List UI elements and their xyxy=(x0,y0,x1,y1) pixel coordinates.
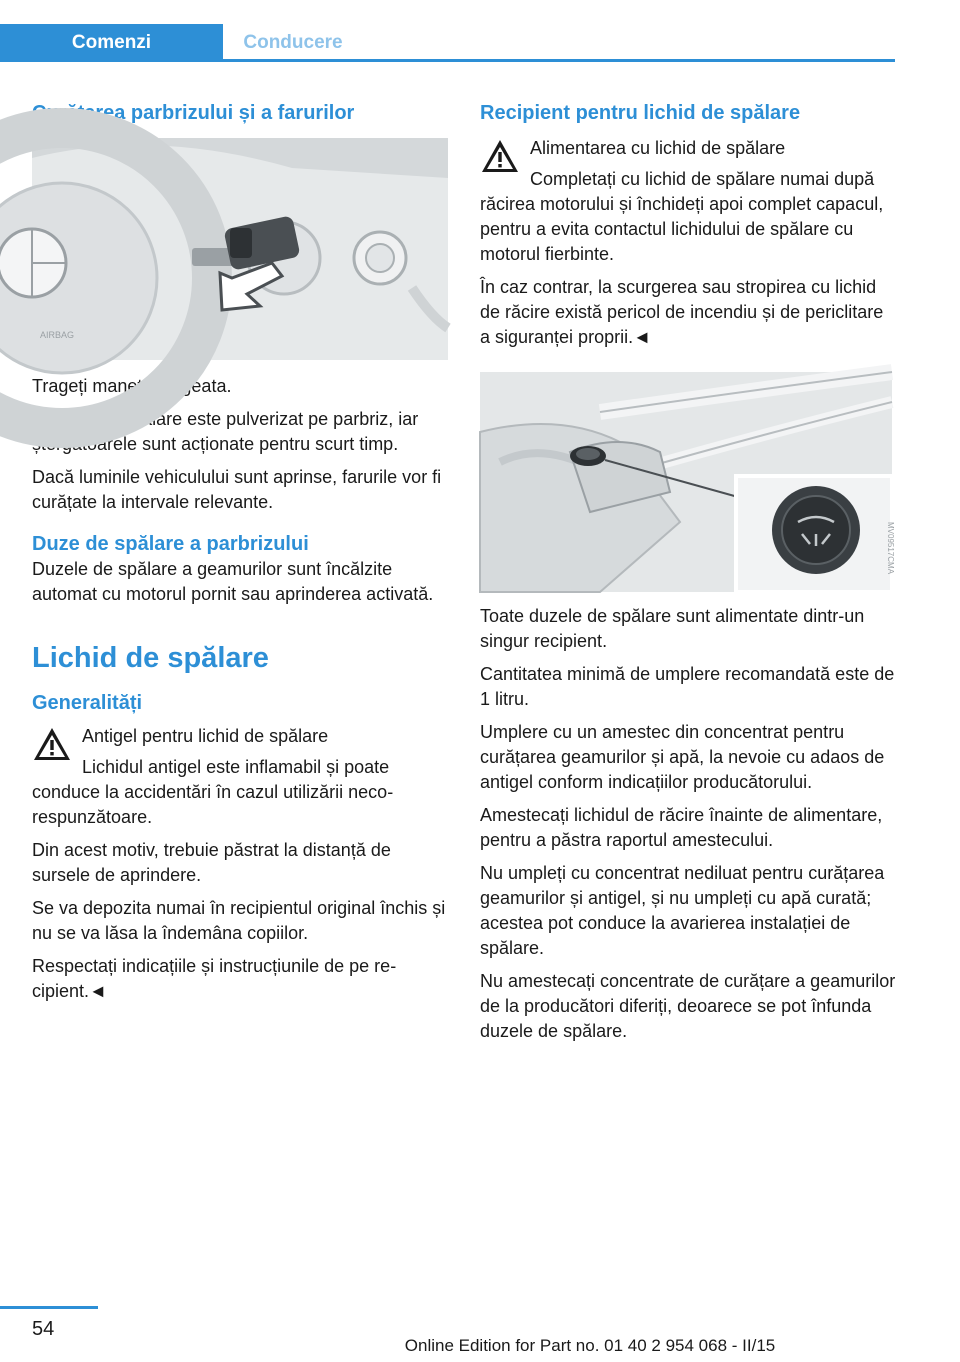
paragraph-mixture: Umplere cu un amestec din concentrat pentru curățarea geamurilor și apă, la nevoie cu adaos de antigel conform indicațiilor producătorului. xyxy=(480,722,885,792)
paragraph-fire-hazard: În caz contrar, la scurgerea sau stropirea cu lichid de răcire există pericol de incendiu și de periclitare a siguranței proprii.◄ xyxy=(480,277,884,347)
steering-wheel-illustration xyxy=(32,138,448,360)
header-divider xyxy=(0,59,895,62)
left-column xyxy=(32,100,448,1004)
page-number: 54 xyxy=(32,1318,55,1340)
warning-antifreeze xyxy=(32,724,448,830)
footer-edition: Online Edition for Part no. 01 40 2 954 068 - II/15 xyxy=(404,1336,776,1355)
warning-filling xyxy=(480,136,896,267)
reservoir-illustration xyxy=(480,372,895,592)
right-column xyxy=(480,100,896,1044)
paragraph-headlights-cleaned: Dacă luminile vehiculului sunt aprinse, farurile vor fi curățate la intervale relevante. xyxy=(32,467,442,512)
warning-text-cool-engine: Completați cu lichid de spălare numai după răcirea motorului și închideți apoi complet capacul, pentru a evita contactul lichidului de spălare cu motorul fierbinte. xyxy=(480,169,884,264)
image-code-label: MV09517CMA xyxy=(886,522,895,575)
reservoir-image xyxy=(480,372,895,592)
footer-divider xyxy=(0,1306,98,1309)
tab-conducere[interactable]: Conducere xyxy=(223,24,363,62)
paragraph-follow-instructions: Respectați indicațiile și instrucțiunile de pe recipient.◄ xyxy=(32,955,397,1001)
paragraph-fluid-sprayed: Lichidul de spălare este pulverizat pe parbriz, iar ștergătoarele sunt acționate pentru scurt timp. xyxy=(32,409,419,454)
section-title-washer-fluid: Lichid de spălare xyxy=(32,642,269,674)
warning-text-flammable: Lichidul antigel este inflamabil și poate conduce la accidentări în cazul utilizării necorespunzătoare. xyxy=(32,756,394,827)
paragraph-minimum-quantity: Cantitatea minimă de umplere recomandată este de 1 litru. xyxy=(480,664,895,709)
paragraph-pull-lever: Trageți maneta, săgeata. xyxy=(32,376,232,396)
warning-triangle-icon xyxy=(32,726,72,762)
paragraph-mix-before: Amestecați lichidul de răcire înainte de alimentare, pentru a păstra raportul amestecului. xyxy=(480,805,883,850)
airbag-label: AIRBAG xyxy=(40,330,75,340)
tab-comenzi[interactable]: Comenzi xyxy=(0,24,223,62)
paragraph-keep-away: Din acest motiv, trebuie păstrat la distanță de sursele de aprindere. xyxy=(32,839,391,885)
warning-title-filling: Alimentarea cu lichid de spălare xyxy=(530,138,786,158)
subtitle-washer-jets: Duze de spălare a parbrizului xyxy=(32,533,309,555)
paragraph-heated-jets: Duzele de spălare a geamurilor sunt încălzite automat cu motorul pornit sau aprinderea activată. xyxy=(32,559,434,604)
warning-triangle-icon xyxy=(480,138,520,174)
paragraph-do-not-fill-undiluted: Nu umpleți cu concentrat nediluat pentru curățarea geamurilor și antigel, și nu umpleți cu apă curată; acestea pot conduce la avarierea instalației de spălare. xyxy=(480,863,885,958)
warning-title-antifreeze: Antigel pentru lichid de spălare xyxy=(82,725,329,746)
section-title-fluid-reservoir: Recipient pentru lichid de spălare xyxy=(480,102,801,124)
subtitle-general: Generalități xyxy=(32,691,143,714)
paragraph-do-not-mix-brands: Nu amestecați concentrate de curățare a geamurilor de la producători diferiți, deoarece se pot înfunda duzele de spălare. xyxy=(480,971,896,1041)
paragraph-store-original: Se va depozita numai în recipientul original închis și nu se va lăsa la îndemâna copiilor. xyxy=(32,897,446,943)
steering-lever-image xyxy=(32,138,448,360)
header-tabs xyxy=(0,24,895,62)
paragraph-single-reservoir: Toate duzele de spălare sunt alimentate dintr-un singur recipient. xyxy=(480,606,865,651)
section-title-windshield-cleaning: Curățarea parbrizului și a farurilor xyxy=(32,102,355,124)
